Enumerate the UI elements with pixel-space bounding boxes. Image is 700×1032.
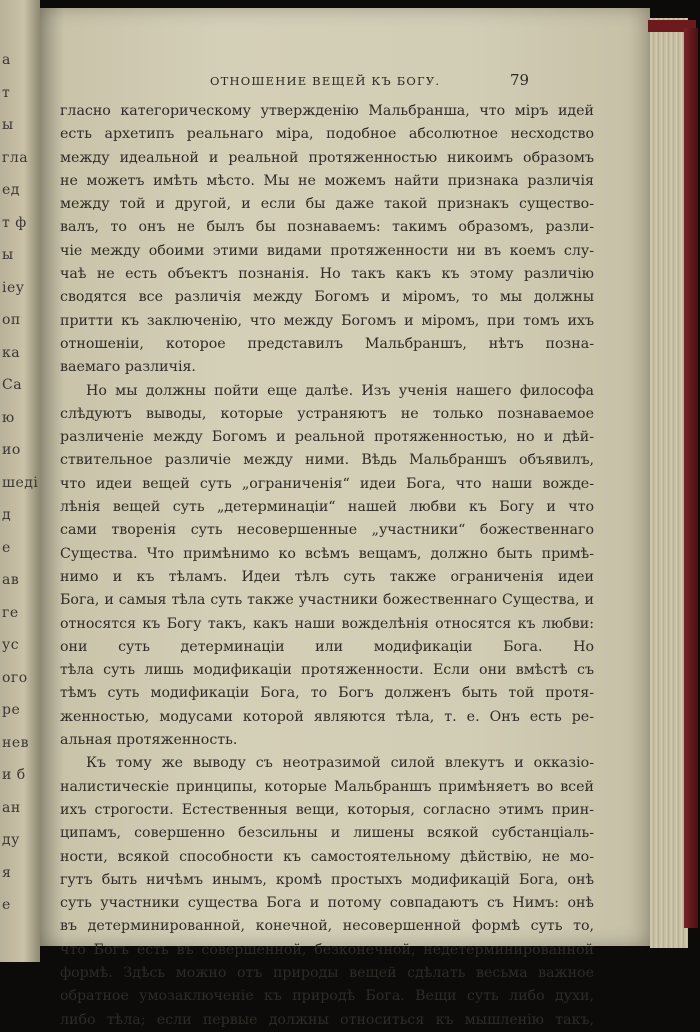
left-page-fragment: ед [2,182,20,198]
left-page-fragment: е [2,897,11,913]
text-line: отношеніи, которое представилъ Мальбраншъ, нѣтъ позна- [60,335,594,352]
text-line: лѣнія вещей суть „детерминаціи“ нашей любви къ Богу и что [60,499,594,516]
text-line: нимо и къ тѣламъ. Идеи тѣлъ суть также ограниченія идеи [60,568,594,585]
left-page-fragment: іеу [2,279,25,296]
left-page-fragment: а [2,52,11,68]
left-page-fragment: ре [2,702,21,718]
text-line: обратное умозаключеніе къ природѣ Бога. Вещи суть либо духи, [60,988,594,1005]
left-page-fragment: е [2,539,11,556]
text-line: ваемаго различія. [60,359,196,376]
text-line: гутъ быть ничѣмъ инымъ, кромѣ простыхъ модификацій Бога, онѣ [60,871,594,888]
left-page-fragment: ус [2,637,20,653]
text-line: есть архетипъ реальнаго міра, подобное абсолютное несходство [60,126,594,143]
text-line: что Богъ есть въ совершенной, безконечной, недетерминированной [60,941,594,958]
running-head: ОТНОШЕНИЕ ВЕЩЕЙ КЪ БОГУ. [210,74,441,88]
left-page-fragment: я [2,864,12,881]
left-page-fragment: нев [2,734,29,751]
text-line: между идеальной и реальной протяженностью никоимъ образомъ [60,149,594,166]
left-page-fragment: д [2,507,12,523]
text-line: относятся къ Богу такъ, какъ наши вожделѣнія относятся къ любви: [60,615,594,632]
text-line: что идеи вещей суть „ограниченія“ идеи Бога, что наши вожде- [60,475,594,492]
text-line: чіе между обоими этими видами протяженности ни въ коемъ слу- [60,242,594,259]
text-line: притти къ заключенію, что между Богомъ и міромъ, при томъ ихъ [60,312,594,329]
text-line: не можетъ имѣть мѣсто. Мы не можемъ найти признака различія [60,172,594,189]
text-line: либо тѣла; если первые должны относиться къ мышленію такъ, [60,1011,594,1028]
left-page-margin [0,0,40,962]
text-line: ности, всякой способности къ самостоятельному дѣйствію, не мо- [60,848,594,865]
left-page-fragment: ге [2,604,19,621]
text-line: гласно категорическому утвержденію Мальбранша, что міръ идей [60,103,594,119]
left-page-fragment: Са [2,377,23,393]
text-line: сводятся все различія между Богомъ и міромъ, то мы должны [60,289,594,306]
text-line: Но мы должны пойти еще далѣе. Изъ ученія нашего философа [86,382,594,399]
text-line: тѣмъ суть модификаціи Бога, то Богъ долженъ быть той протя- [60,685,594,702]
left-page-fragment: ого [2,669,28,686]
text-line: слѣдуютъ выводы, которые устраняютъ не только познаваемое [60,405,594,422]
page-edges [650,18,688,948]
text-line: различеніе между Богомъ и реальной протяженностью, но и дѣй- [60,429,594,446]
left-page-fragment: т [2,84,11,101]
text-line: сами творенія суть несовершенные „участники“ божественнаго [60,522,594,539]
text-line: они суть детерминаціи или модификаціи Бога. Но [60,638,594,655]
text-line: въ детерминированной, конечной, несовершенной формѣ суть то, [60,918,594,935]
text-line: чаѣ не есть объектъ познанія. Но такъ какъ къ этому различію [60,266,594,283]
left-page-fragment: т ф [2,214,27,231]
left-page-fragment: ду [2,832,20,848]
body-text [60,100,594,1032]
text-line: Бога, и самыя тѣла суть также участники божественнаго Существа, и [60,592,594,609]
text-line: формѣ. Здѣсь можно отъ природы вещей сдѣлать весьма важное [60,964,594,981]
text-line: Къ тому же выводу съ неотразимой силой влекутъ и окказіо- [86,755,594,772]
text-line: ципамъ, совершенно безсильны и лишены всякой субстанціаль- [60,825,594,842]
text-line: между той и другой, и если бы даже такой признакъ существо- [60,196,594,213]
text-line: суть участники существа Бога и потому совпадаютъ съ Нимъ: онѣ [60,895,594,912]
left-page-fragment: ю [2,409,15,426]
book-binding [684,28,698,928]
left-page-fragment: ка [2,344,21,361]
book-page [40,8,650,1028]
left-page-fragment: и б [2,767,26,783]
left-page-fragment: ы [2,247,14,263]
left-page-fragment: ио [2,442,21,458]
text-line: женностью, модусами которой являются тѣла, т. е. Онъ есть ре- [60,708,594,725]
left-page-fragment: шеді [2,474,39,491]
text-line: налистическіе принципы, которые Мальбраншъ примѣняетъ во всей [60,778,594,795]
page-header [40,71,650,94]
left-page-fragment: ав [2,572,20,588]
left-page-fragment: оп [2,312,21,328]
page-number: 79 [510,71,530,89]
text-line: Существа. Что примѣнимо ко всѣмъ вещамъ, должно быть примѣ- [60,545,594,562]
left-page-fragment: ы [2,117,14,133]
text-line: ствительное различіе между ними. Вѣдь Мальбраншъ объявилъ, [60,452,594,469]
text-line: ихъ строгости. Естественныя вещи, которыя, согласно этимъ прин- [60,801,594,818]
left-page-fragment: гла [2,149,29,166]
left-page-fragment: ан [2,799,21,816]
text-line: валъ, то онъ не былъ бы познаваемъ: такимъ образомъ, разли- [60,219,594,236]
text-line: альная протяженность. [60,732,238,749]
text-line: тѣла суть лишь модификаціи протяженности. Если они вмѣстѣ съ [60,662,594,679]
